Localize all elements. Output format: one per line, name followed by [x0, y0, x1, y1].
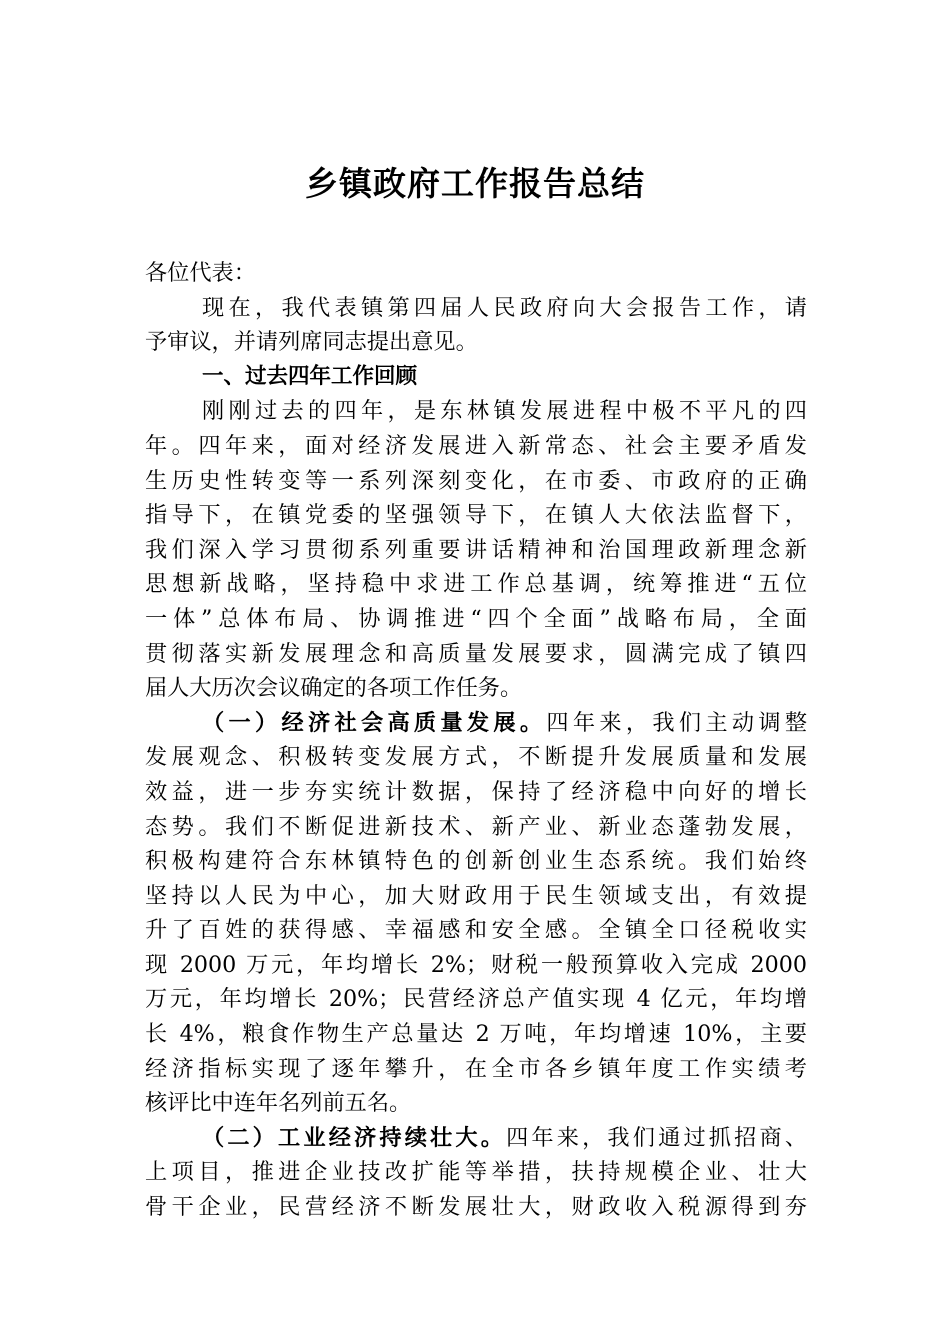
document-body	[145, 256, 807, 1225]
subsection-first-line	[145, 1121, 807, 1156]
paragraph-line: 发展观念、积极转变发展方式，不断提升发展质量和发展	[145, 744, 807, 771]
paragraph-line: 现 2000 万元，年均增长 2%；财税一般预算收入完成 2000	[145, 951, 807, 978]
subsection-heading: （一）经济社会高质量发展。	[202, 709, 547, 736]
paragraph-line: 刚刚过去的四年，是东林镇发展进程中极不平凡的四	[202, 398, 807, 425]
paragraph-line: 经济指标实现了逐年攀升，在全市各乡镇年度工作实绩考	[145, 1055, 807, 1082]
intro-line: 予审议，并请列席同志提出意见。	[145, 329, 478, 356]
paragraph-line: 一体”总体布局、协调推进“四个全面”战略布局，全面	[145, 605, 807, 632]
paragraph-line: 指导下，在镇党委的坚强领导下，在镇人大依法监督下，	[145, 502, 807, 529]
paragraph-line: 我们深入学习贯彻系列重要讲话精神和治国理政新理念新	[145, 536, 807, 563]
paragraph-line: 贯彻落实新发展理念和高质量发展要求，圆满完成了镇四	[145, 640, 807, 667]
document-title: 乡镇政府工作报告总结	[305, 164, 645, 203]
subsection-text: 四年来，我们主动调整	[546, 709, 808, 736]
paragraph-line: 积极构建符合东林镇特色的创新创业生态系统。我们始终	[145, 848, 807, 875]
paragraph-line: 年。四年来，面对经济发展进入新常态、社会主要矛盾发	[145, 432, 807, 459]
paragraph-line: 生历史性转变等一系列深刻变化，在市委、市政府的正确	[145, 467, 807, 494]
paragraph-line: 坚持以人民为中心，加大财政用于民生领域支出，有效提	[145, 882, 807, 909]
section-heading: 一、过去四年工作回顾	[202, 363, 418, 389]
paragraph-line: 上项目，推进企业技改扩能等举措，扶持规模企业、壮大	[145, 1159, 807, 1186]
paragraph-line: 升了百姓的获得感、幸福感和安全感。全镇全口径税收实	[145, 917, 807, 944]
subsection-first-line	[145, 706, 807, 741]
salutation: 各位代表：	[145, 260, 256, 286]
paragraph-line: 届人大历次会议确定的各项工作任务。	[145, 675, 523, 702]
paragraph-line: 骨干企业，民营经济不断发展壮大，财政收入税源得到夯	[145, 1194, 807, 1221]
paragraph-line: 核评比中连年名列前五名。	[145, 1090, 412, 1117]
intro-line: 现在，我代表镇第四届人民政府向大会报告工作，请	[202, 294, 807, 321]
paragraph-line: 态势。我们不断促进新技术、新产业、新业态蓬勃发展，	[145, 813, 807, 840]
paragraph-line: 思想新战略，坚持稳中求进工作总基调，统筹推进“五位	[145, 571, 807, 598]
paragraph-line: 长 4%，粮食作物生产总量达 2 万吨，年均增速 10%，主要	[145, 1021, 807, 1048]
subsection-text: 四年来，我们通过抓招商、	[506, 1124, 808, 1151]
subsection-heading: （二）工业经济持续壮大。	[202, 1124, 507, 1151]
paragraph-line: 万元，年均增长 20%；民营经济总产值实现 4 亿元，年均增	[145, 986, 807, 1013]
paragraph-line: 效益，进一步夯实统计数据，保持了经济稳中向好的增长	[145, 778, 807, 805]
